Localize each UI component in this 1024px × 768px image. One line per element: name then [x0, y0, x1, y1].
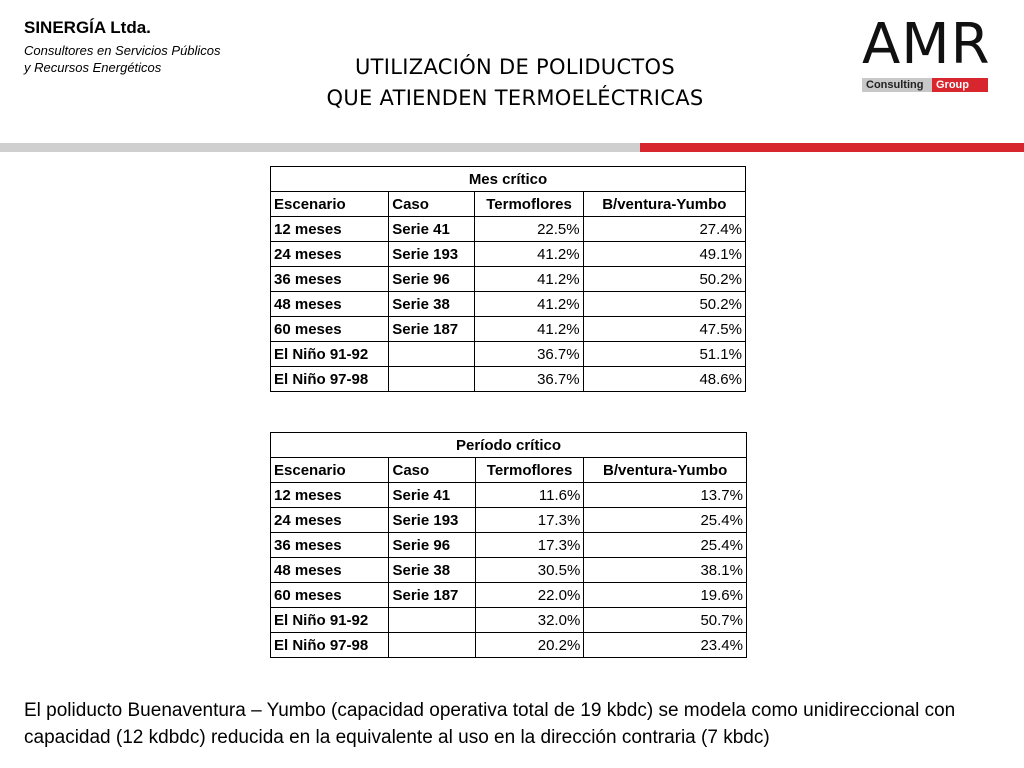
- table-cell: 24 meses: [271, 242, 389, 267]
- company-block: [24, 18, 221, 76]
- table-cell: 47.5%: [583, 317, 745, 342]
- table-cell: Serie 96: [389, 533, 475, 558]
- table-cell: 22.5%: [475, 217, 583, 242]
- table-cell: 38.1%: [584, 558, 747, 583]
- logo-group: Group: [932, 78, 988, 92]
- page-title-line2: QUE ATIENDEN TERMOELÉCTRICAS: [326, 86, 704, 110]
- table-row: [271, 242, 746, 267]
- table-cell: 41.2%: [475, 242, 583, 267]
- table-cell: [389, 367, 475, 392]
- table-cell: 41.2%: [475, 292, 583, 317]
- table-cell: 17.3%: [475, 508, 583, 533]
- page-title-line1: UTILIZACIÓN DE POLIDUCTOS: [354, 55, 676, 79]
- table-cell: 48 meses: [271, 558, 389, 583]
- table-row: [271, 317, 746, 342]
- table-cell: 60 meses: [271, 317, 389, 342]
- header-rule-red: [640, 143, 1024, 152]
- table-cell: El Niño 91-92: [271, 342, 389, 367]
- table-cell: 48.6%: [583, 367, 745, 392]
- table-row: [271, 483, 747, 508]
- table-cell: 41.2%: [475, 317, 583, 342]
- table-cell: 25.4%: [584, 533, 747, 558]
- table-row: [271, 367, 746, 392]
- table-mes-critico: [270, 166, 746, 392]
- column-header: Termoflores: [475, 458, 583, 483]
- table-cell: 50.2%: [583, 267, 745, 292]
- table-cell: [389, 633, 475, 658]
- table-cell: 48 meses: [271, 292, 389, 317]
- amr-logo: [862, 12, 1012, 96]
- table-row: [271, 633, 747, 658]
- table-cell: 36 meses: [271, 533, 389, 558]
- table-cell: 13.7%: [584, 483, 747, 508]
- table-cell: Serie 193: [389, 508, 475, 533]
- table-row: [271, 292, 746, 317]
- column-header: Escenario: [271, 458, 389, 483]
- table-cell: 12 meses: [271, 217, 389, 242]
- column-header: B/ventura-Yumbo: [584, 458, 747, 483]
- table-cell: Serie 41: [389, 217, 475, 242]
- header-rule-gray: [0, 143, 640, 152]
- table-cell: 41.2%: [475, 267, 583, 292]
- table-cell: Serie 187: [389, 583, 475, 608]
- table-cell: Serie 193: [389, 242, 475, 267]
- table-cell: Serie 38: [389, 558, 475, 583]
- table-row: [271, 508, 747, 533]
- table-row: [271, 558, 747, 583]
- table-cell: Serie 38: [389, 292, 475, 317]
- table-row: [271, 342, 746, 367]
- table-caption: Mes crítico: [271, 167, 746, 192]
- table-cell: Serie 187: [389, 317, 475, 342]
- table-cell: 32.0%: [475, 608, 583, 633]
- table-cell: 50.2%: [583, 292, 745, 317]
- table-cell: 36.7%: [475, 342, 583, 367]
- table-cell: [389, 608, 475, 633]
- table-cell: 60 meses: [271, 583, 389, 608]
- table-cell: 51.1%: [583, 342, 745, 367]
- column-header: B/ventura-Yumbo: [583, 192, 745, 217]
- table-row: [271, 217, 746, 242]
- table-cell: 12 meses: [271, 483, 389, 508]
- company-subtitle-line2: y Recursos Energéticos: [24, 60, 162, 75]
- column-header: Caso: [389, 192, 475, 217]
- table-cell: 22.0%: [475, 583, 583, 608]
- table-cell: 11.6%: [475, 483, 583, 508]
- page-title: [240, 52, 790, 114]
- table-cell: [389, 342, 475, 367]
- company-subtitle-line1: Consultores en Servicios Públicos: [24, 43, 221, 58]
- company-name: SINERGÍA Ltda.: [24, 18, 151, 37]
- column-header: Termoflores: [475, 192, 583, 217]
- logo-wordmark: AMR: [862, 12, 991, 77]
- column-header: Escenario: [271, 192, 389, 217]
- table-cell: 36 meses: [271, 267, 389, 292]
- logo-bar: [862, 78, 1012, 92]
- footer-note: El poliducto Buenaventura – Yumbo (capacidad operativa total de 19 kbdc) se modela como unidireccional con capacidad (12 kdbdc) reducida en la equivalente al uso en la dirección contraria (7 kbdc): [24, 700, 956, 748]
- table-cell: 24 meses: [271, 508, 389, 533]
- table-caption: Período crítico: [271, 433, 747, 458]
- table-cell: El Niño 97-98: [271, 367, 389, 392]
- table-cell: El Niño 97-98: [271, 633, 389, 658]
- table-cell: 19.6%: [584, 583, 747, 608]
- table-cell: 49.1%: [583, 242, 745, 267]
- table-cell: El Niño 91-92: [271, 608, 389, 633]
- table-cell: Serie 96: [389, 267, 475, 292]
- table-row: [271, 267, 746, 292]
- table-row: [271, 533, 747, 558]
- logo-consulting: Consulting: [862, 78, 932, 92]
- table-cell: Serie 41: [389, 483, 475, 508]
- table-cell: 27.4%: [583, 217, 745, 242]
- table-cell: 17.3%: [475, 533, 583, 558]
- table-cell: 20.2%: [475, 633, 583, 658]
- table-cell: 36.7%: [475, 367, 583, 392]
- table-periodo-critico: [270, 432, 747, 658]
- table-cell: 23.4%: [584, 633, 747, 658]
- table-row: [271, 583, 747, 608]
- table-row: [271, 608, 747, 633]
- column-header: Caso: [389, 458, 475, 483]
- table-cell: 30.5%: [475, 558, 583, 583]
- table-cell: 25.4%: [584, 508, 747, 533]
- table-cell: 50.7%: [584, 608, 747, 633]
